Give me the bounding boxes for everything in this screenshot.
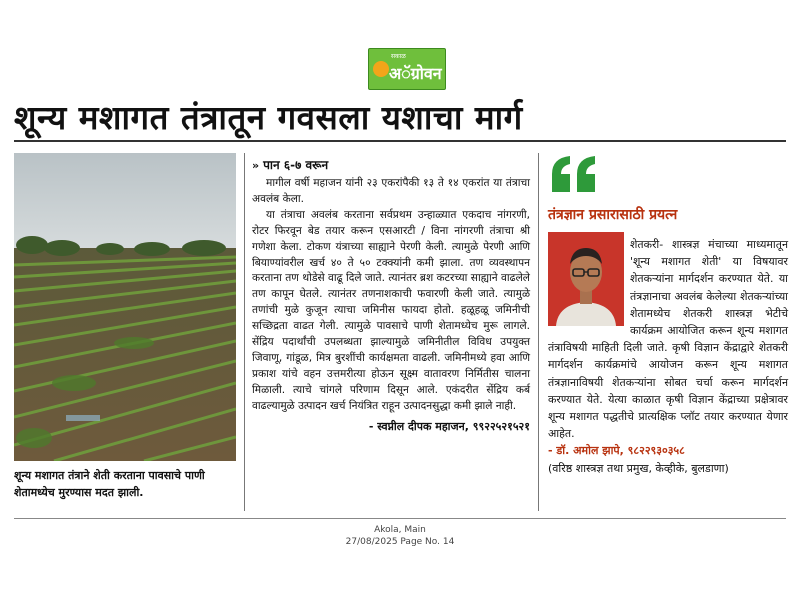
headline: शून्य मशागत तंत्रातून गवसला यशाचा मार्ग bbox=[14, 98, 523, 137]
continued-from bbox=[252, 156, 530, 173]
headline-rule bbox=[14, 140, 786, 142]
sidebar-title: तंत्रज्ञान प्रसारासाठी प्रयत्न bbox=[548, 207, 678, 223]
continued-from-text: पान ६-७ वरून bbox=[263, 158, 329, 172]
field-photo bbox=[14, 153, 236, 461]
sidebar-text: शेतकरी- शास्त्रज्ञ मंचाच्या माध्यमातून 'शून्य मशागत शेती' या विषयावर शेतकऱ्यांना मार्गदर्शन करण्यात येते. या तंत्रज्ञानाचा अवलंब केलेल्या शेतकऱ्यांच्या शेतामध्येच शेतकरी शास्त्रज्ञ भेटीचे कार्यक्रम आयोजित करून शून्य मशागत तंत्राविषयी माहिती दिली जाते. कृषी विज्ञान केंद्राद्वारे शेतकरी मार्गदर्शन कार्यक्रमांचे आयोजन करून शून्य मशागत तंत्रज्ञानाविषयी शेतकऱ्यांना सोबत चर्चा करून मार्गदर्शन करण्यात येते. येत्या काळात कृषी विज्ञान केंद्राच्या प्रक्षेत्रावर शून्य मशागत पद्धतीचे प्रात्यक्षिक प्लॉट तयार करण्यात येणार आहेत. bbox=[548, 238, 788, 441]
column-rule-left bbox=[244, 153, 245, 511]
article-paragraph-1: मागील वर्षी महाजन यांनी २३ एकरांपैकी १३ ते १४ एकरांत या तंत्राचा अवलंब केला. bbox=[252, 177, 530, 205]
logo-top-text: सकाळ bbox=[391, 53, 406, 60]
footer-date-page: 27/08/2025 Page No. 14 bbox=[345, 537, 455, 547]
footer-edition: Akola, Main bbox=[374, 525, 426, 535]
article-paragraph-2: या तंत्राचा अवलंब करताना सर्वप्रथम उन्हाळ्यात एकदाच नांगरणी, रोटर फिरवून बेड तयार करून एसआरटी / विना नांगरणी तंत्राचा श्री गणेशा केला. टोकण यंत्राच्या साह्याने पेरणी केली. त्यामुळे पेरणी आणि बियाण्यांवरील खर्च ४० ते ५० टक्क्यांनी कमी झाला. तण व्यवस्थापन करताना तण थोडेसे वाढू दिले जाते. त्यानंतर ब्रश कटरच्या साह्याने वाढलेले तण कापून घेतले. त्यानंतर तणनाशकाची फवारणी केली जाते. त्यामुळे तणांची मुळे कुजून त्याचा जमिनीस फायदा होतो. हळूहळू जमिनीची सच्छिद्रता वाढत गेली. त्यामुळे पावसाचे पाणी शेतामध्येच मुरू लागले. सेंद्रिय पदार्थांची उपलब्धता झाल्यामुळे जमिनीतील विविध उपयुक्त जिवाणू, गांडूळ, मित्र बुरशींची कार्यक्षमता वाढली. जमिनीमध्ये हवा आणि प्रकाश यांचे वहन उत्तमरीत्या होऊन सूक्ष्म वातावरण निर्मितीस चालना मिळाली. त्याचे चांगले परिणाम दिसून आले. एकंदरीत सेंद्रिय कर्ब वाढल्यामुळे उत्पादन खर्च नियंत्रित राहून उत्पादनसुद्धा कमी झाले नाही. bbox=[252, 208, 530, 412]
sidebar-text-block bbox=[548, 236, 788, 477]
article-column bbox=[252, 156, 530, 434]
bottom-rule bbox=[14, 518, 786, 519]
article-signature: - स्वप्नील दीपक महाजन, ९९२२५२१५२१ bbox=[368, 419, 530, 433]
sun-icon bbox=[373, 61, 389, 77]
quote-mark-icon bbox=[550, 154, 600, 194]
agrowon-logo bbox=[368, 48, 446, 90]
double-chevron-icon: » bbox=[252, 159, 260, 172]
logo-wordmark: अॅग्रोवन bbox=[389, 64, 442, 83]
sidebar-author-role: (वरिष्ठ शास्त्रज्ञ तथा प्रमुख, केव्हीके, बुलडाणा) bbox=[548, 461, 729, 475]
sidebar-author: - डॉ. अमोल झापे, ९८२२९३०३५८ bbox=[548, 444, 685, 458]
photo-caption: शून्य मशागत तंत्राने शेती करताना पावसाचे पाणी शेतामध्येच मुरण्यास मदत झाली. bbox=[14, 469, 205, 499]
column-rule-right bbox=[538, 153, 539, 511]
